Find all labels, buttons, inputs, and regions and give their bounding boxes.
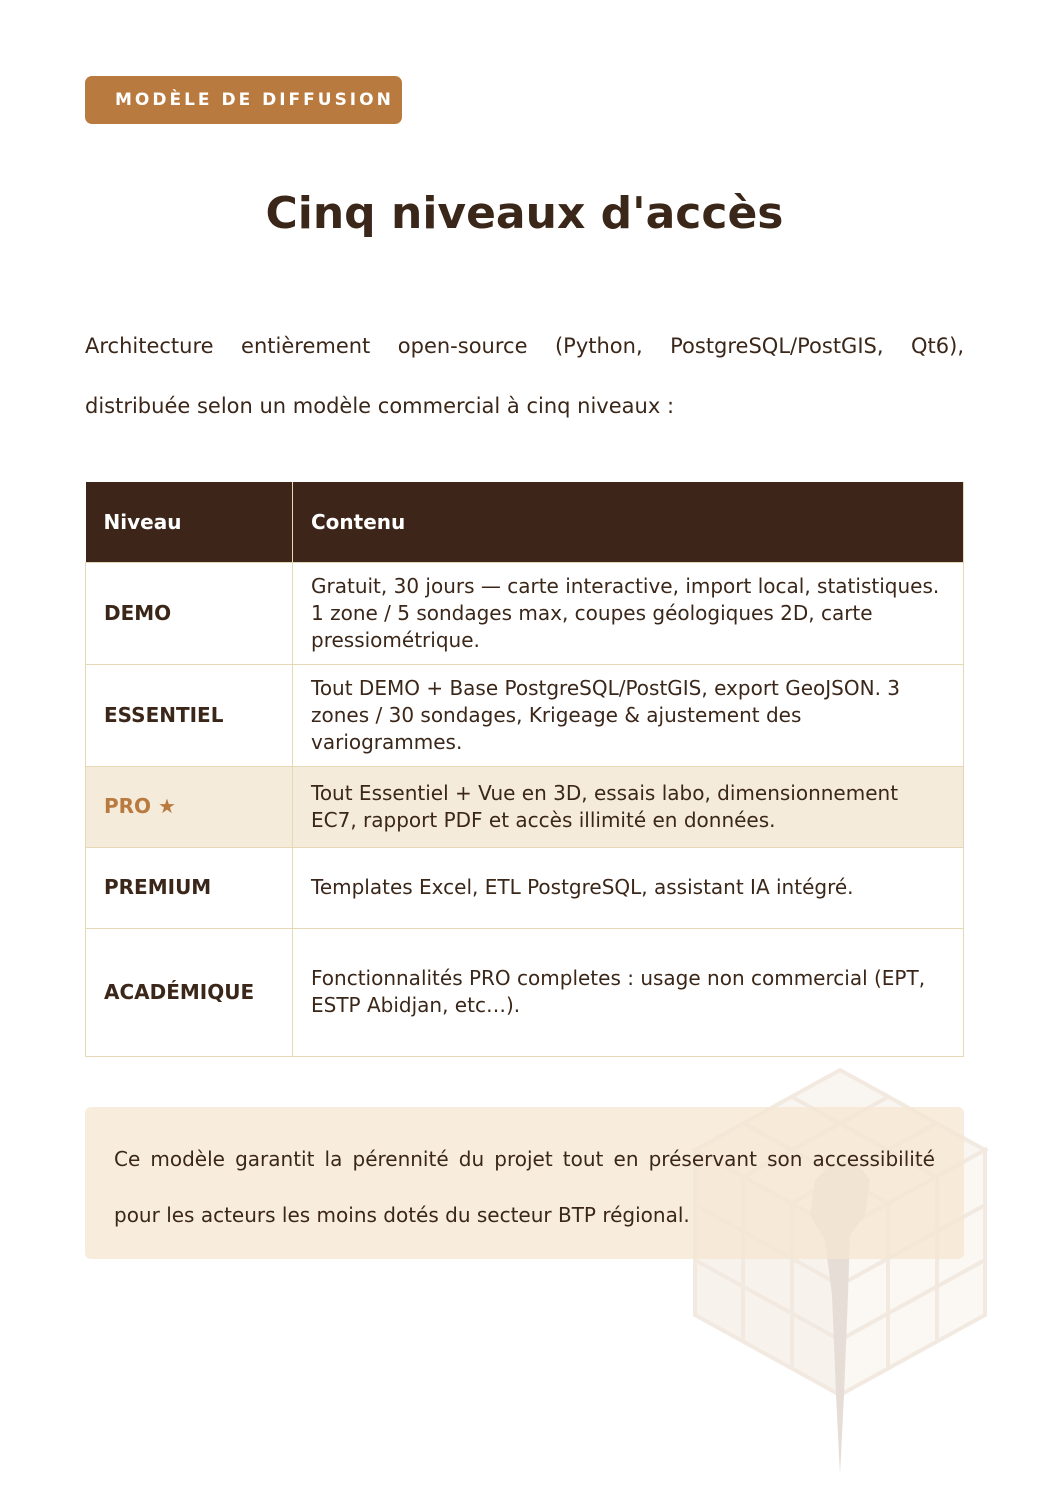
column-header-contenu: Contenu [293, 482, 964, 562]
level-cell: PREMIUM [86, 847, 293, 928]
content-cell: Gratuit, 30 jours — carte interactive, import local, statistiques. 1 zone / 5 sondages max, coupes géologiques 2D, carte pressiométrique. [293, 562, 964, 664]
table-row-pro [86, 766, 964, 847]
content-cell: Tout Essentiel + Vue en 3D, essais labo, dimensionnement EC7, rapport PDF et accès illimité en données. [293, 766, 964, 847]
content-cell: Templates Excel, ETL PostgreSQL, assistant IA intégré. [293, 847, 964, 928]
level-cell: DEMO [86, 562, 293, 664]
content-cell: Tout DEMO + Base PostgreSQL/PostGIS, export GeoJSON. 3 zones / 30 sondages, Krigeage & ajustement des variogrammes. [293, 664, 964, 766]
level-cell: ACADÉMIQUE [86, 928, 293, 1056]
tiers-table [85, 482, 964, 1057]
table-header-row [86, 482, 964, 562]
note-text: Ce modèle garantit la pérennité du projet tout en préservant son accessibilité pour les acteurs les moins dotés du secteur BTP régional. [114, 1147, 935, 1227]
table-row-demo [86, 562, 964, 664]
table-row-academique [86, 928, 964, 1056]
conclusion-note [85, 1107, 964, 1259]
page-title: Cinq niveaux d'accès [265, 188, 784, 239]
column-header-niveau: Niveau [86, 482, 293, 562]
content-cell: Fonctionnalités PRO completes : usage non commercial (EPT, ESTP Abidjan, etc…). [293, 928, 964, 1056]
level-cell: PRO ★ [86, 766, 293, 847]
section-badge: MODÈLE DE DIFFUSION [85, 76, 402, 124]
table-row-essentiel [86, 664, 964, 766]
level-cell: ESSENTIEL [86, 664, 293, 766]
table-row-premium [86, 847, 964, 928]
intro-paragraph: Architecture entièrement open-source (Python, PostgreSQL/PostGIS, Qt6), distribuée selon un modèle commercial à cinq niveaux : [85, 334, 964, 418]
